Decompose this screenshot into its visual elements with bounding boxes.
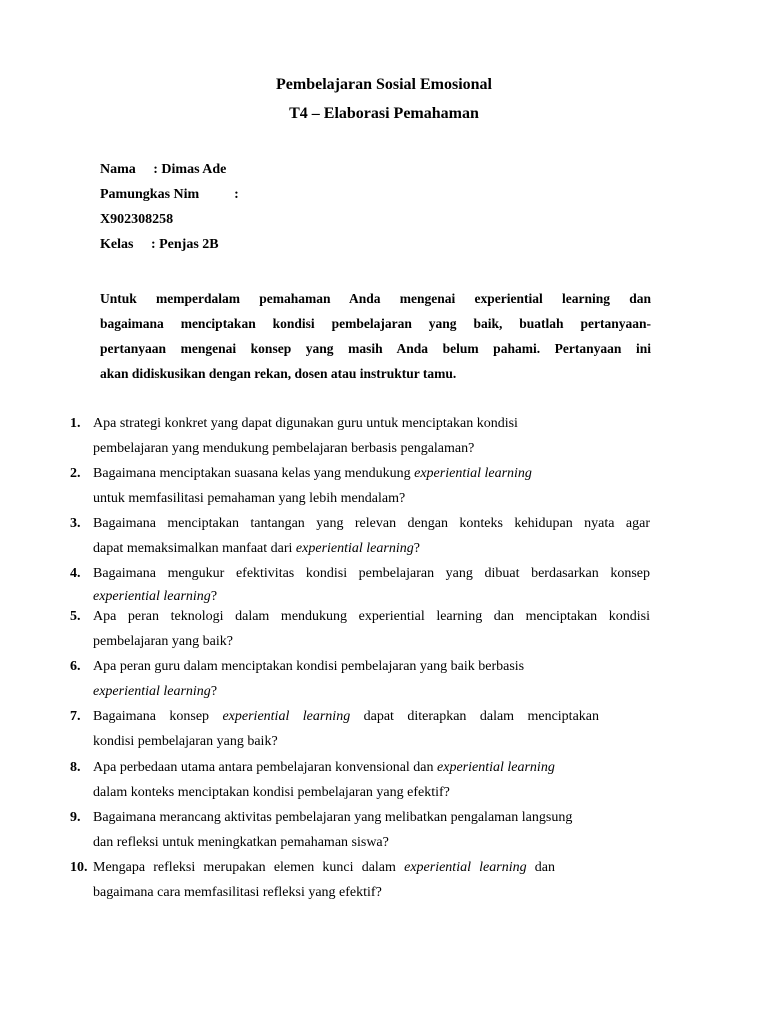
question-text-line: [70, 436, 650, 461]
question-text-line: [70, 486, 650, 511]
question-text: pembelajaran yang baik?: [93, 634, 233, 649]
question-text-line: [70, 880, 650, 905]
question-item: [70, 461, 650, 511]
question-item: [70, 755, 650, 805]
question-text: Bagaimana mengukur efektivitas kondisi pembelajaran yang dibuat berdasarkan konsep: [93, 566, 650, 581]
question-item: [70, 511, 650, 561]
question-text-line: [70, 411, 650, 436]
question-item: [70, 805, 650, 855]
question-emphasis: experiential learning: [222, 709, 351, 724]
document-subtitle: T4 – Elaborasi Pemahaman: [289, 105, 479, 122]
question-emphasis: experiential learning: [414, 466, 532, 481]
question-number: 8.: [70, 760, 81, 775]
instructions-line: pertanyaan mengenai konsep yang masih Anda belum pahami. Pertanyaan ini: [100, 341, 651, 356]
question-text-line: [70, 562, 650, 586]
question-text: dan: [526, 860, 556, 875]
instructions-paragraph: [100, 286, 651, 386]
question-text-line: [70, 704, 599, 729]
question-text-line: [70, 855, 555, 880]
question-emphasis: experiential learning: [93, 684, 211, 699]
question-text: ?: [413, 541, 420, 556]
question-item: [70, 704, 650, 754]
question-text-line: [70, 780, 650, 805]
question-number: 7.: [70, 709, 81, 724]
question-text-line: [70, 654, 650, 679]
question-text-line: [70, 604, 650, 629]
question-text: Apa perbedaan utama antara pembelajaran konvensional dan: [93, 760, 438, 775]
question-text: ?: [210, 589, 218, 604]
question-item: [70, 562, 650, 608]
question-text: bagaimana cara memfasilitasi refleksi yang efektif?: [93, 885, 382, 900]
student-name-line: Nama : Dimas Ade: [100, 162, 227, 177]
question-text: Apa peran guru dalam menciptakan kondisi pembelajaran yang baik berbasis: [93, 659, 525, 674]
question-text: kondisi pembelajaran yang baik?: [93, 734, 278, 749]
question-number: 2.: [70, 466, 81, 481]
question-text: untuk memfasilitasi pemahaman yang lebih mendalam?: [93, 491, 406, 506]
question-text-line: [70, 729, 650, 754]
question-text: dapat diterapkan dalam menciptakan: [350, 709, 599, 724]
question-item: [70, 411, 650, 461]
question-item: [70, 654, 650, 704]
question-text-line: [70, 755, 650, 780]
question-text-line: [70, 679, 650, 704]
student-nim-value: X902308258: [100, 212, 174, 227]
question-text-line: [70, 830, 650, 855]
question-text: Bagaimana konsep: [93, 709, 223, 724]
question-number: 9.: [70, 810, 81, 825]
question-text: pembelajaran yang mendukung pembelajaran berbasis pengalaman?: [93, 441, 475, 456]
question-number: 6.: [70, 659, 81, 674]
question-text: ?: [210, 684, 218, 699]
student-class-line: Kelas : Penjas 2B: [100, 237, 219, 252]
question-text-line: [70, 805, 650, 830]
question-number: 4.: [70, 566, 81, 581]
question-text: dan refleksi untuk meningkatkan pemahaman siswa?: [93, 835, 389, 850]
question-text: Bagaimana merancang aktivitas pembelajaran yang melibatkan pengalaman langsung: [93, 810, 573, 825]
instructions-line: Untuk memperdalam pemahaman Anda mengenai experiential learning dan: [100, 291, 651, 306]
question-text-line: [70, 629, 650, 654]
question-text-line: [70, 511, 650, 536]
instructions-line: bagaimana menciptakan kondisi pembelajaran yang baik, buatlah pertanyaan-: [100, 316, 651, 331]
question-number: 1.: [70, 416, 81, 431]
question-emphasis: experiential learning: [295, 541, 414, 556]
question-emphasis: experiential learning: [437, 760, 555, 775]
question-text: Apa peran teknologi dalam mendukung experiential learning dan menciptakan kondisi: [93, 609, 650, 624]
question-item: [70, 604, 650, 654]
question-text: Apa strategi konkret yang dapat digunakan guru untuk menciptakan kondisi: [93, 416, 518, 431]
question-emphasis: experiential learning: [404, 860, 527, 875]
question-text: Mengapa refleksi merupakan elemen kunci dalam: [93, 860, 405, 875]
question-number: 10.: [70, 860, 88, 875]
question-emphasis: experiential learning: [93, 589, 211, 604]
document-title: Pembelajaran Sosial Emosional: [275, 76, 492, 93]
question-text-line: [70, 536, 650, 561]
question-text: dalam konteks menciptakan kondisi pembelajaran yang efektif?: [93, 785, 450, 800]
instructions-line: akan didiskusikan dengan rekan, dosen atau instruktur tamu.: [100, 366, 457, 381]
question-number: 3.: [70, 516, 81, 531]
question-text-line: [70, 461, 650, 486]
question-text: Bagaimana menciptakan suasana kelas yang mendukung: [93, 466, 415, 481]
question-text: Bagaimana menciptakan tantangan yang relevan dengan konteks kehidupan nyata agar: [93, 516, 650, 531]
question-text: dapat memaksimalkan manfaat dari: [93, 541, 296, 556]
question-number: 5.: [70, 609, 81, 624]
question-item: [70, 855, 650, 905]
student-name-nim-line: Pamungkas Nim :: [100, 187, 239, 202]
